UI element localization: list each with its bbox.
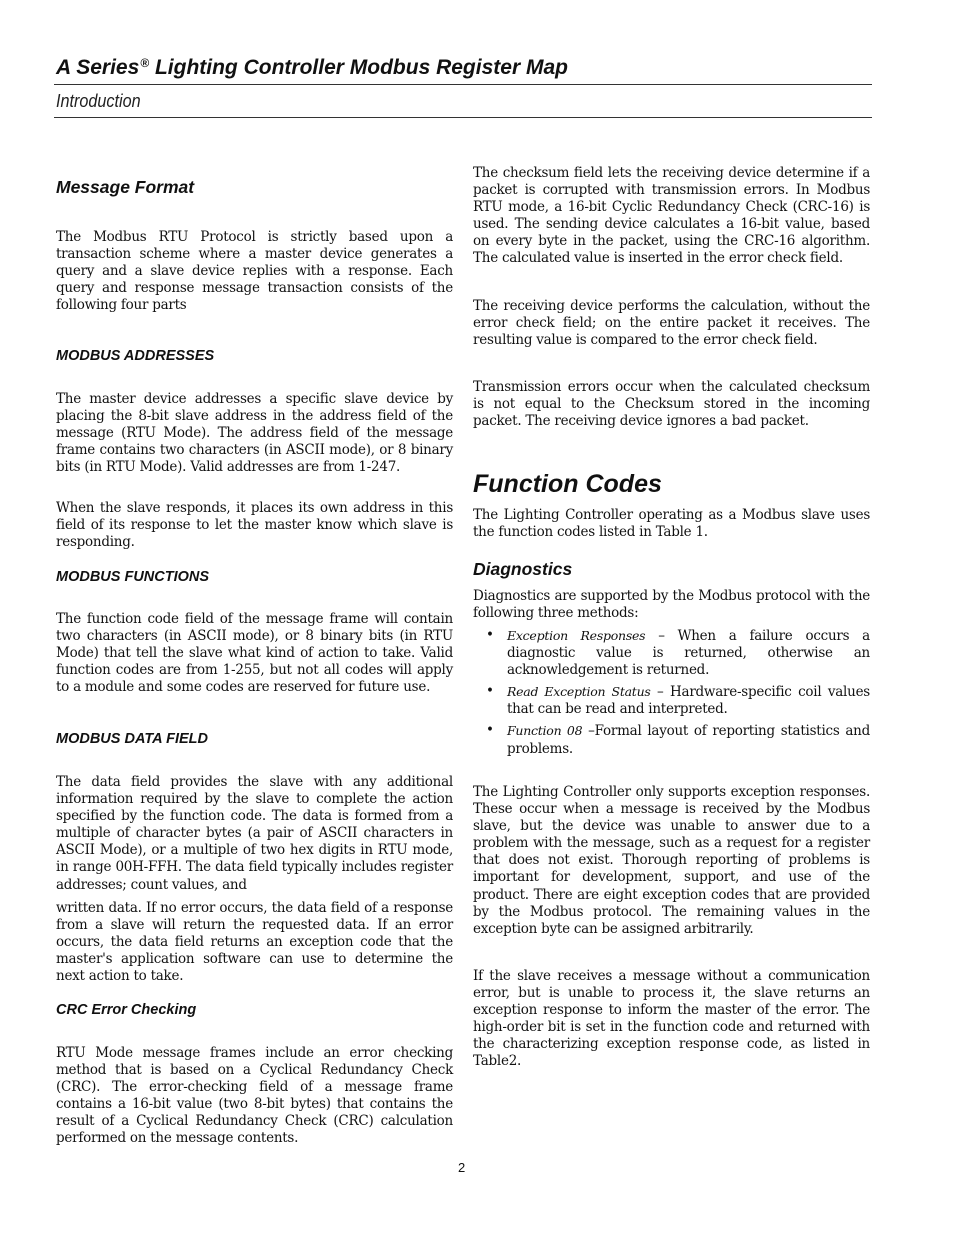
message-format-paragraph: The Modbus RTU Protocol is strictly based upon a transaction scheme where a master device generates a query and a slave device replies with a response. Each query and response message transaction consists of the following four parts — [56, 229, 453, 314]
crc-paragraph: RTU Mode message frames include an error checking method that is based on a Cyclical Redundancy Check (CRC). The error-checking field of a message frame contains a 16-bit value (two 8-bit bytes) that contains the result of a Cyclical Redundancy Check (CRC) calculation performed on the message contents. — [56, 1045, 453, 1147]
data-field-paragraph-2: written data. If no error occurs, the data field of a response from a slave will return the requested data. If an error occurs, the data field returns an exception code that the master's application software can use to determine the next action to take. — [56, 900, 453, 985]
message-format-heading: Message Format — [56, 177, 195, 197]
header-rule-top — [54, 84, 872, 85]
diagnostics-paragraph: Diagnostics are supported by the Modbus protocol with the following three methods: — [473, 588, 870, 622]
crc-error-checking-heading: CRC Error Checking — [56, 1002, 197, 1018]
slave-error-paragraph: If the slave receives a message without a communication error, but is unable to process it, the slave returns an exception response to inform the master of the error. The high-order bit is set in the function code and returned with the characterizing exception response code, as listed in Table2. — [473, 968, 870, 1070]
checksum-paragraph-3: Transmission errors occur when the calculated checksum is not equal to the Checksum stored in the incoming packet. The receiving device ignores a bad packet. — [473, 379, 870, 430]
modbus-functions-heading: MODBUS FUNCTIONS — [56, 569, 210, 585]
list-item: • Function 08 –Formal layout of reporting statistics and problems. — [486, 722, 870, 757]
modbus-functions-paragraph: The function code field of the message frame will contain two characters (in ASCII mode), or 8 binary bits (in RTU Mode) that tell the slave what kind of action to take. Valid function codes are from 1-255, but not all codes will apply to a module and some codes are reserved for future use. — [56, 611, 453, 696]
diagnostics-heading: Diagnostics — [473, 559, 573, 579]
bullet-icon: • — [486, 683, 494, 700]
checksum-paragraph-2: The receiving device performs the calculation, without the error check field; on the entire packet it receives. The resulting value is compared to the error check field. — [473, 298, 870, 349]
bullet-icon: • — [486, 722, 494, 739]
modbus-addresses-paragraph-2: When the slave responds, it places its own address in this field of its response to let the master know which slave is responding. — [56, 500, 453, 551]
function-codes-heading: Function Codes — [473, 470, 662, 498]
diagnostics-method-list — [473, 627, 870, 762]
modbus-addresses-heading: MODBUS ADDRESSES — [56, 348, 215, 364]
page-number: 2 — [458, 1160, 466, 1175]
exception-responses-paragraph: The Lighting Controller only supports exception responses. These occur when a message is received by the Modbus slave, but the device was unable to answer due to a problem with the message, such as a request for a register that does not exist. Thorough reporting of problems is important for development, support, and use of the product. There are eight exception codes that are provided by the Modbus protocol. The remaining values in the exception byte can be assigned arbitrarily. — [473, 784, 870, 937]
modbus-data-field-heading: MODBUS DATA FIELD — [56, 731, 208, 747]
data-field-paragraph-1: The data field provides the slave with any additional information required by the slave to complete the action specified by the function code. The data is formed from a multiple of character bytes (a pair of ASCII characters in ASCII Mode), or a multiple of two hex digits in RTU mode, in range 00H-FFH. The data field typically includes register addresses; count values, and — [56, 774, 453, 893]
header-rule-bottom — [54, 117, 872, 118]
checksum-paragraph-1: The checksum field lets the receiving device determine if a packet is corrupted with transmission errors. In Modbus RTU mode, a 16-bit Cyclic Redundancy Check (CRC-16) is used. The sending device calculates a 16-bit value, based on every byte in the packet, using the CRC-16 algorithm. The calculated value is inserted in the error check field. — [473, 165, 870, 267]
list-item: • Read Exception Status – Hardware-specific coil values that can be read and interpreted. — [486, 683, 870, 718]
function-codes-paragraph: The Lighting Controller operating as a Modbus slave uses the function codes listed in Table 1. — [473, 507, 870, 541]
section-subtitle: Introduction — [56, 91, 141, 111]
document-title: A Series® Lighting Controller Modbus Register Map — [56, 56, 568, 79]
bullet-icon: • — [486, 627, 494, 643]
registered-mark: ® — [140, 56, 150, 70]
list-item: • Exception Responses – When a failure occurs a diagnostic value is returned, otherwise an acknowledgement is returned. — [486, 627, 870, 679]
modbus-addresses-paragraph-1: The master device addresses a specific slave device by placing the 8-bit slave address in the address field of the message (RTU Mode). The address field of the message frame contains two characters (in ASCII mode), or 8 binary bits (in RTU Mode). Valid addresses are from 1-247. — [56, 391, 453, 476]
